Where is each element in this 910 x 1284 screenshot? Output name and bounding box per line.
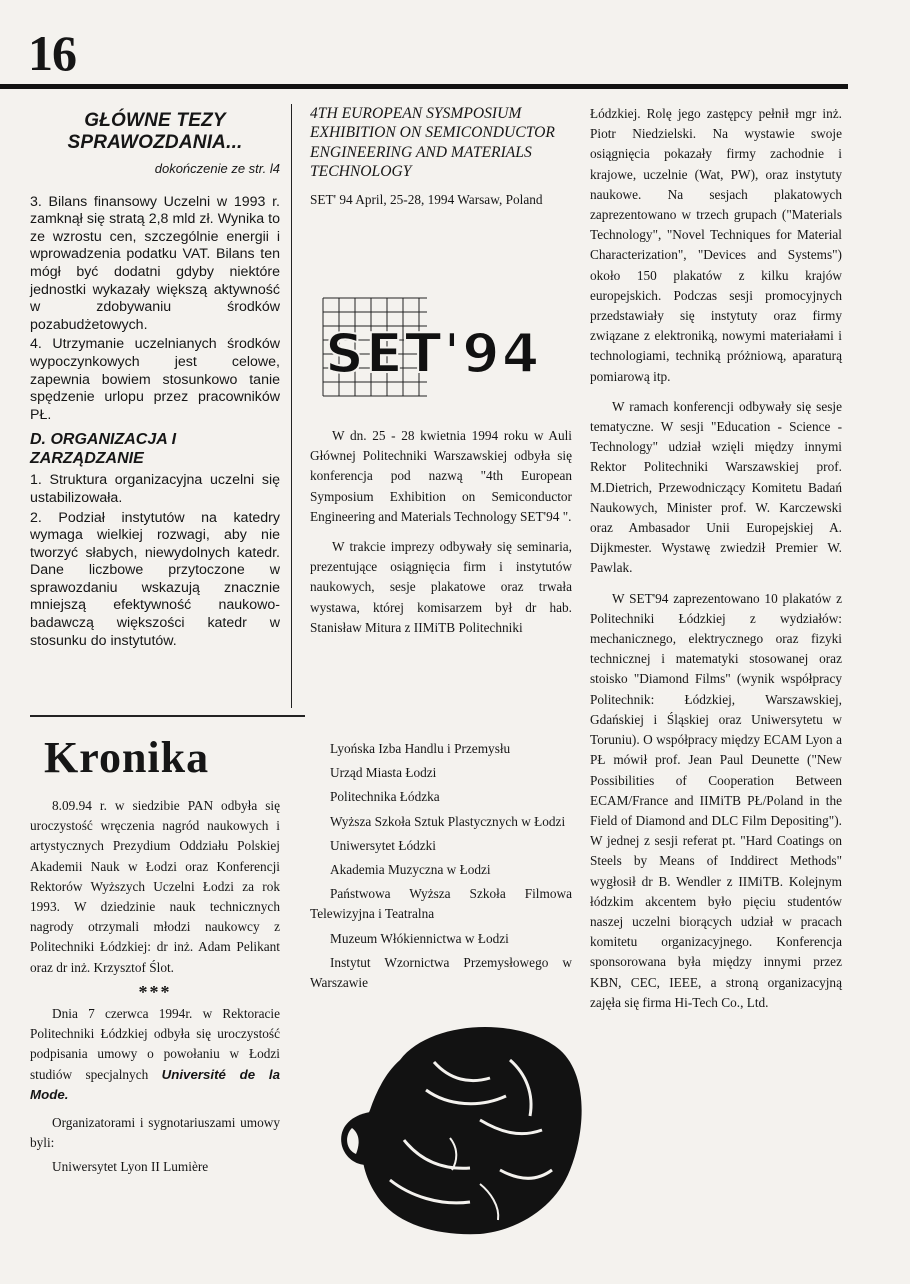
set94-logo	[315, 290, 573, 412]
column-divider	[291, 104, 292, 708]
separator-stars: ***	[138, 981, 172, 1002]
chronicle-entry	[30, 1004, 280, 1105]
continuation-note: dokończenie ze str. l4	[154, 161, 280, 176]
header-rule	[0, 84, 848, 89]
conference-continued-column	[590, 104, 842, 1013]
paragraph: 3. Bilans finansowy Uczelni w 1993 r. zamknął się stratą 2,8 mld zł. Wynika to ze wzrostu cen, szczególnie energii i wprowadzenia podatku VAT. Bilans ten mógł być dodatni gdyby niektóre jednostki wykazały większą aktywność w zdobywaniu środków pozabudżetowych.	[30, 193, 280, 333]
organizers-list	[310, 739, 572, 997]
organizer-item: Politechnika Łódzka	[330, 789, 440, 805]
paragraph: W dn. 25 - 28 kwietnia 1994 roku w Auli Głównej Politechniki Warszawskiej odbyła się konferencja pod nazwą "4th European Symposium Exhibition on Semiconductor Engineering and Materials Technology SET'94 ".	[310, 428, 572, 524]
conference-column	[310, 104, 572, 210]
kronika-column	[30, 796, 280, 1178]
kronika-heading: Kronika	[44, 733, 210, 782]
portrait-illustration-graphic	[330, 1020, 588, 1236]
report-theses-column	[30, 110, 280, 652]
paragraph: 1. Struktura organizacyjna uczelni się ustabilizowała.	[30, 472, 280, 506]
organizer-item: Wyższa Szkoła Sztuk Plastycznych w Łodzi	[330, 813, 566, 829]
organizer-item: Instytut Wzornictwa Przemysłowego w Warszawie	[310, 954, 572, 991]
organizer-item: Muzeum Włókiennictwa w Łodzi	[330, 930, 509, 946]
organizer-item: Państwowa Wyższa Szkoła Filmowa Telewizyjna i Teatralna	[310, 886, 572, 922]
paragraph: W trakcie imprezy odbywały się seminaria, prezentujące osiągnięcia firm i instytutów naukowych, sesje plakatowe oraz trwała wystawa, której komisarzem był dr hab. Stanisław Mitura z IIMiTB Politechniki	[310, 539, 572, 635]
organizer-item: Uniwersytet Lyon II Lumière	[52, 1159, 209, 1175]
entry-text: Dnia 7 czerwca 1994r. w Rektoracie Politechniki Łódzkiej odbyła się uroczystość podpisania umowy o powołaniu w Łodzi studiów specjalnych	[30, 1006, 280, 1082]
paragraph: W ramach konferencji odbywały się sesje tematyczne. W sesji "Education - Science - Technology" udział wzięli między innymi Rektor Politechniki Warszawskiej prof. M.Dietrich, Przewodniczący Komitetu Badań Naukowych, Minister prof. W. Karczewski oraz Ambasador Unii Europejskiej A. Dijkmester. Wystawę zwiedził Premier W. Pawlak.	[590, 398, 842, 576]
article-title: GŁÓWNE TEZY SPRAWOZDANIA...	[67, 110, 243, 153]
section-divider	[30, 715, 305, 717]
portrait-illustration	[330, 1020, 588, 1236]
organizers-intro: Organizatorami i sygnotariuszami umowy byli:	[30, 1115, 280, 1151]
paragraph: 4. Utrzymanie uczelnianych środków wypoczynkowych jest celowe, zapewnia bowiem stosunkowo tanie spędzenie urlopu przez pracowników PŁ.	[30, 336, 280, 423]
paragraph: 2. Podział instytutów na katedry wymaga wielkiej rozwagi, aby nie tworzyć słabych, niewydolnych katedr. Dane liczbowe przytoczone w sprawozdaniu wskazują znacznie mniejszą efektywność naukowo- badawczą większości katedr w stosunku do instytutów.	[30, 509, 280, 649]
conference-report	[310, 426, 572, 638]
conference-subtitle: SET' 94 April, 25-28, 1994 Warsaw, Poland	[310, 191, 543, 207]
organizer-item: Urząd Miasta Łodzi	[330, 765, 437, 781]
organizer-item: Lyońska Izba Handlu i Przemysłu	[330, 741, 511, 756]
section-heading: D. ORGANIZACJA I ZARZĄDZANIE	[30, 431, 177, 468]
organizer-item: Akademia Muzyczna w Łodzi	[330, 862, 491, 878]
paragraph: Łódzkiej. Rolę jego zastępcy pełnił mgr inż. Piotr Niedzielski. Na wystawie swoje osiągnięcia pokazały firmy zachodnie i krajowe, uczelnie (Wat, PW), oraz instytuty naukowe. Na sesjach plakatowych zaprezentowano w trzech grupach ("Materials Technology", "Novel Techniques for Material Characterization", "Devices and Systems") około 150 plakatów z kilku krajów europejskich. Podczas sesji promocyjnych przedstawiały się instytuty oraz firmy związane z elektroniką, nowymi materiałami i technologiami, techniką próżniową, aparaturą pomiarową itp.	[590, 106, 842, 384]
set94-logo-graphic	[315, 290, 573, 412]
university-name: Université de la Mode.	[30, 1066, 281, 1102]
set94-logo-text: SET'94	[325, 322, 542, 385]
conference-title: 4TH EUROPEAN SYSMPOSIUM EXHIBITION ON SEMICONDUCTOR ENGINEERING AND MATERIALS TECHNOLOGY	[310, 105, 555, 181]
paragraph: W SET'94 zaprezentowano 10 plakatów z Politechniki Łódzkiej z wydziałów: mechanicznego, elektrycznego oraz fizyki technicznej i matematyki stosowanej oraz stoisko "Diamond Films" (wynik współpracy Politechnik: Łódzkiej, Warszawskiej, Gdańskiej i Śląskiej oraz Uniwersytetu w Toruniu). O współpracy między ECAM Lyon a PŁ mówił prof. Jean Paul Deunette ("New Possibilities of Cooperation Between ECAM/France and IIMiTB PŁ/Poland in the Field of Diamond and DLC Film Depositing"). W jednej z sesji referat pt. "Hard Coatings on Steels by Means of Inddirect Methods" wygłosił dr B. Wendler z IIMiTB. Kolejnym łódzkim akcentem było pięciu studentów naszej uczelni biorących udział w pracach komitetu organizacyjnego. Konferencja sponsorowana była między innymi przez KBN, CEC, IEEE, a stroną organizacyjną zajęła się firma Hi-Tech Co., Ltd.	[590, 590, 842, 1010]
chronicle-entry: 8.09.94 r. w siedzibie PAN odbyła się uroczystość wręczenia nagród naukowych i artystycznych Prezydium Oddziału Polskiej Akademii Nauk w Łodzi oraz Konferencji Rektorów Wyższych Uczelni Łodzi za rok 1993. W dziedzinie nauk technicznych nagrody otrzymali młodzi naukowcy z Politechniki Łódzkiej: dr inż. Adam Pelikant oraz dr inż. Krzysztof Ślot.	[30, 798, 280, 975]
page-number: 16	[28, 25, 76, 81]
organizer-item: Uniwersytet Łódzki	[330, 837, 436, 853]
